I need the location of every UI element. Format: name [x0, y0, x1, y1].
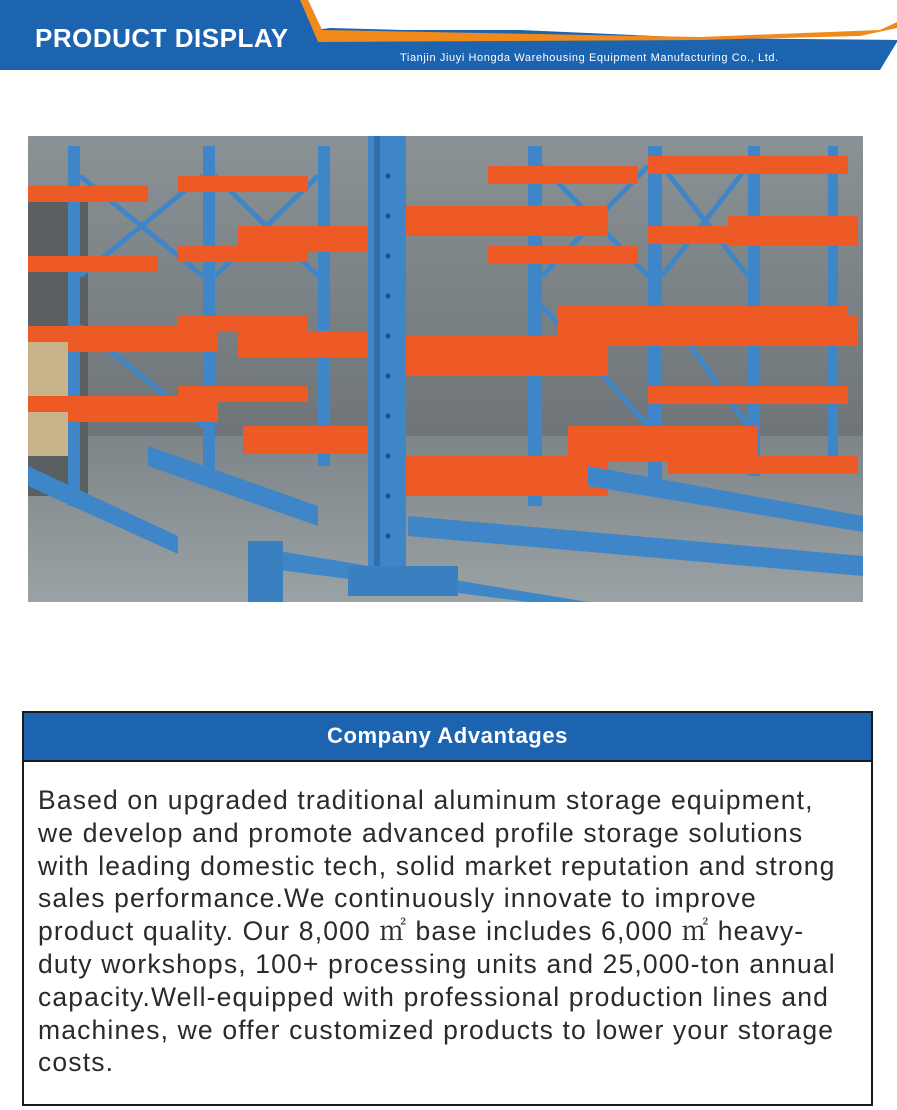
cantilever-racking-illustration: [28, 136, 863, 602]
company-name: Tianjin Jiuyi Hongda Warehousing Equipment Manufacturing Co., Ltd.: [400, 52, 779, 64]
advantages-heading: Company Advantages: [24, 713, 871, 762]
advantages-text: Based on upgraded traditional aluminum storage equipment, we develop and promote advanced profile storage solutions with leading domestic tech, solid market reputation and strong sales performance.We continuously innovate to improve product quality. Our 8,000 ㎡ base includes 6,000 ㎡ heavy-duty workshops, 100+ processing units and 25,000-ton annual capacity.Well-equipped with professional production lines and machines, we offer customized products to lower your storage costs.: [38, 785, 836, 1078]
company-advantages-panel: [22, 711, 873, 1106]
product-photo: [28, 136, 863, 602]
header-banner: [0, 0, 897, 80]
banner-title: PRODUCT DISPLAY: [35, 23, 289, 53]
